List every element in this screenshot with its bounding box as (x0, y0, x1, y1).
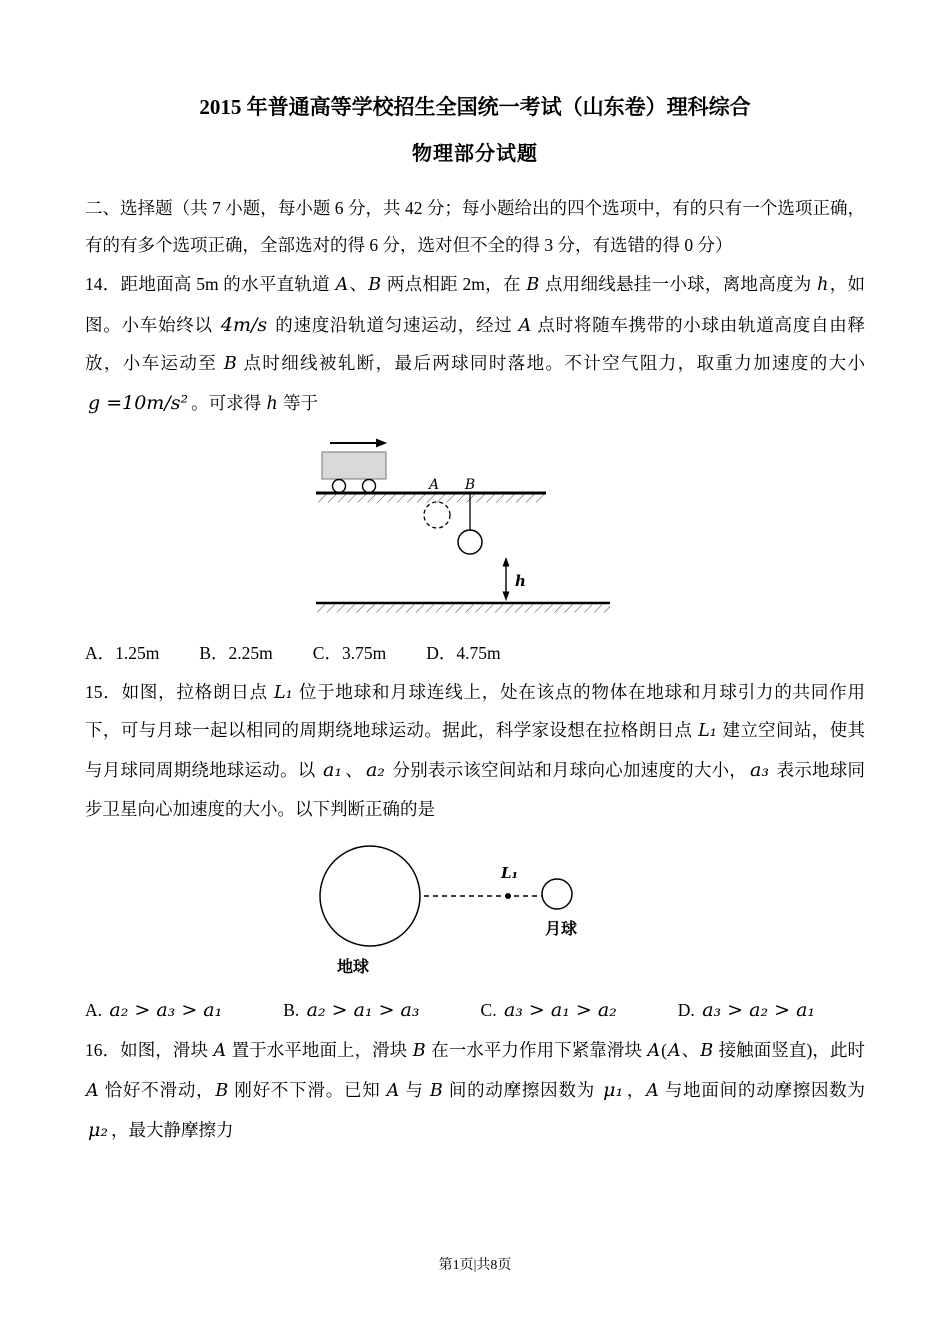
page-footer: 第1页|共8页 (438, 1258, 512, 1273)
moon-circle (542, 879, 572, 909)
hanging-ball (458, 530, 482, 554)
lagrange-point-label: L₁ (501, 863, 519, 882)
cart (322, 452, 386, 493)
exam-body (85, 190, 865, 1150)
cart-wheel (333, 480, 346, 493)
section-intro: 二、选择题（共 7 小题，每小题 6 分，共 42 分；每小题给出的四个选项中，有的只有一个选项正确，有的有多个选项正确，全部选对的得 6 分，选对但不全的得 3 分，有选错的得 0 分） (85, 198, 865, 256)
moon-label: 月球 (544, 920, 578, 938)
earth-circle (320, 846, 420, 946)
option-14-d: D．4.75m (426, 643, 501, 664)
option-15-c: C. a₃ > a₁ > a₂ (480, 998, 617, 1021)
page-title: 2015 年普通高等学校招生全国统一考试（山东卷）理科综合 (199, 95, 751, 119)
question-14-figure (85, 431, 865, 629)
option-14-c: C．3.75m (312, 643, 387, 664)
option-14-a: A．1.25m (85, 643, 160, 664)
lagrange-point-dot (505, 893, 511, 899)
option-15-b: B. a₂ > a₁ > a₃ (283, 998, 420, 1021)
height-dimension-arrow (503, 557, 510, 601)
question-14-options (85, 635, 865, 672)
option-14-b: B．2.25m (199, 643, 273, 664)
option-15-a: A. a₂ > a₃ > a₁ (85, 998, 223, 1021)
dashed-ball-outline (424, 502, 450, 528)
point-a-label: A (428, 477, 440, 494)
option-15-d: D. a₃ > a₂ > a₁ (677, 998, 816, 1021)
q14-figure-svg (310, 431, 640, 629)
q15-figure-svg (295, 836, 655, 984)
question-15-text: 15．如图，拉格朗日点 L₁ 位于地球和月球连线上，处在该点的物体在地球和月球引力的共同作用下，可与月球一起以相同的周期绕地球运动。据此，科学家设想在拉格朗日点 L₁ 建立空间站，使其与月球同周期绕地球运动。以 a₁ 、 a₂ 分别表示该空间站和月球向心加速度的大小， a₃ 表示地球同步卫星向心加速度的大小。以下判断正确的是 (85, 682, 866, 819)
earth-label: 地球 (336, 958, 370, 976)
track-hatching (316, 495, 546, 503)
height-label: h (515, 572, 526, 591)
point-b-label: B (464, 477, 476, 494)
question-16-text: 16．如图，滑块 A 置于水平地面上，滑块 B 在一水平力作用下紧靠滑块 A(A、B 接触面竖直)，此时 A 恰好不滑动，B 刚好不下滑。已知 A 与 B 间的动摩擦因数为 μ₁ ，A 与地面间的动摩擦因数为 μ₂ ，最大静摩擦力 (85, 1040, 866, 1142)
question-15-options (85, 990, 865, 1030)
velocity-arrow (330, 439, 387, 448)
question-15-figure (85, 836, 865, 984)
question-14-text: 14．距地面高 5m 的水平直轨道 A、B 两点相距 2m，在 B 点用细线悬挂一小球，离地高度为 h，如图。小车始终以 4m/s 的速度沿轨道匀速运动，经过 A 点时将随车携带的小球由轨道高度自由释放，小车运动至 B 点时细线被轧断，最后两球同时落地。不计空气阻力，取重力加速度的大小 g =10m/s² 。可求得 h 等于 (85, 274, 866, 414)
page-subtitle: 物理部分试题 (412, 143, 538, 166)
ground-hatching (316, 605, 610, 613)
cart-wheel (363, 480, 376, 493)
